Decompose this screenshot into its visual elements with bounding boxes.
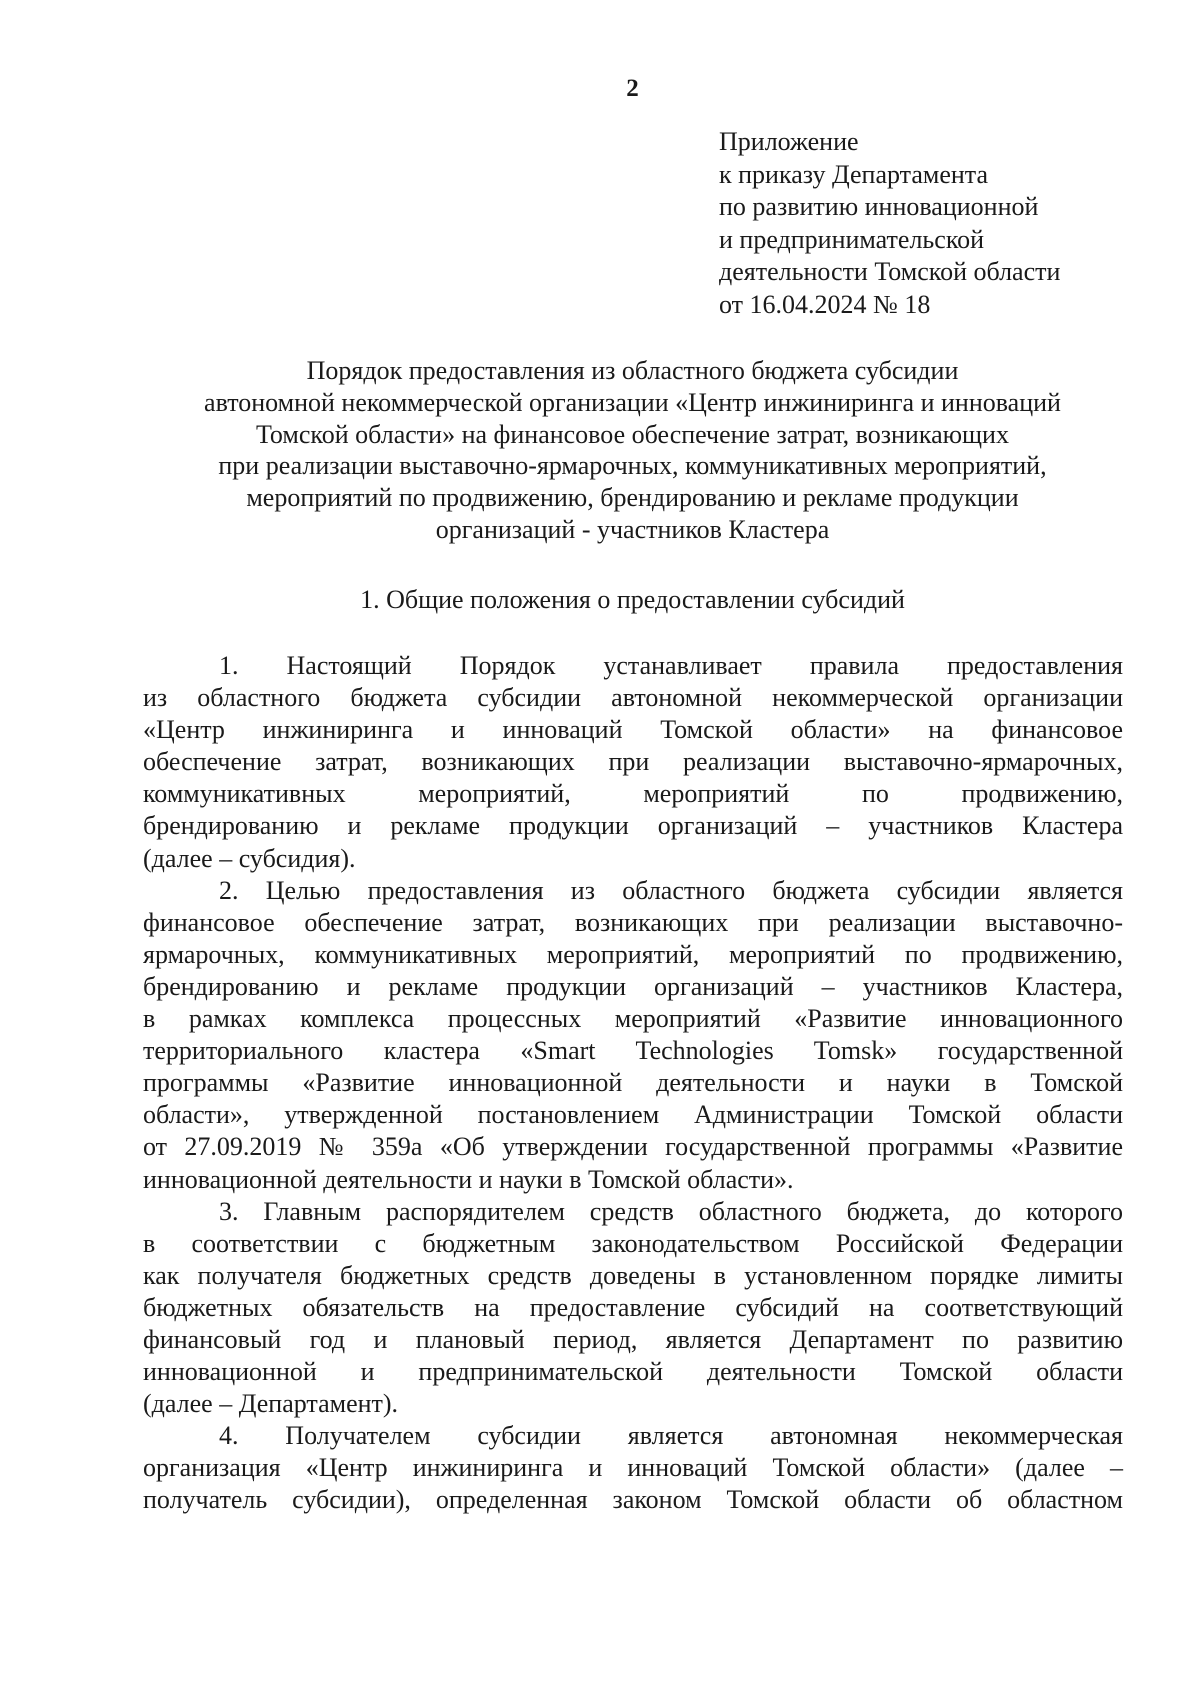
- appendix-line: к приказу Департамента: [719, 159, 989, 189]
- paragraph-1: [143, 650, 1123, 875]
- paragraph-line: получатель субсидии), определенная законом Томской области об областном: [143, 1485, 1123, 1515]
- paragraph-line: (далее – Департамент).: [143, 1389, 399, 1419]
- paragraph-4: [143, 1420, 1123, 1516]
- section-heading: 1. Общие положения о предоставлении субсидий: [360, 585, 905, 614]
- paragraph-line: финансовое обеспечение затрат, возникающих при реализации выставочно-: [143, 907, 1123, 937]
- appendix-line: от 16.04.2024 № 18: [719, 289, 931, 319]
- title-line: автономной некоммерческой организации «Центр инжиниринга и инноваций: [204, 387, 1061, 417]
- title-line: организаций - участников Кластера: [435, 514, 830, 544]
- paragraph-line: программы «Развитие инновационной деятельности и науки в Томской: [143, 1068, 1123, 1098]
- paragraph-line: 4. Получателем субсидии является автономная некоммерческая: [219, 1421, 1123, 1451]
- paragraph-line: 1. Настоящий Порядок устанавливает правила предоставления: [219, 651, 1123, 680]
- title-line: при реализации выставочно-ярмарочных, коммуникативных мероприятий,: [218, 451, 1047, 481]
- paragraph-line: ярмарочных, коммуникативных мероприятий, мероприятий по продвижению,: [143, 939, 1123, 969]
- paragraph-line: в рамках комплекса процессных мероприятий «Развитие инновационного: [143, 1004, 1123, 1034]
- appendix-block: [719, 126, 1189, 321]
- paragraph-line: 2. Целью предоставления из областного бюджета субсидии является: [219, 875, 1123, 905]
- paragraph-line: коммуникативных мероприятий, мероприятий по продвижению,: [143, 779, 1123, 809]
- paragraph-line: территориального кластера «Smart Technologies Tomsk» государственной: [143, 1036, 1123, 1066]
- appendix-line: и предпринимательской: [719, 224, 985, 254]
- document-title: [130, 355, 1135, 546]
- paragraph-line: инновационной и предпринимательской деятельности Томской области: [143, 1357, 1123, 1387]
- title-line: Томской области» на финансовое обеспечение затрат, возникающих: [256, 419, 1009, 449]
- paragraph-line: как получателя бюджетных средств доведены в установленном порядке лимиты: [143, 1260, 1123, 1290]
- paragraph-line: из областного бюджета субсидии автономной некоммерческой организации: [143, 683, 1123, 713]
- body-text: [143, 650, 1123, 1517]
- paragraph-3: [143, 1196, 1123, 1421]
- paragraph-line: «Центр инжиниринга и инноваций Томской области» на финансовое: [143, 715, 1123, 745]
- paragraph-line: (далее – субсидия).: [143, 843, 356, 873]
- paragraph-line: организация «Центр инжиниринга и инноваций Томской области» (далее –: [143, 1453, 1123, 1483]
- page-number: 2: [626, 75, 639, 102]
- paragraph-line: обеспечение затрат, возникающих при реализации выставочно-ярмарочных,: [143, 747, 1123, 777]
- paragraph-line: брендированию и рекламе продукции организаций – участников Кластера,: [143, 971, 1123, 1001]
- paragraph-line: в соответствии с бюджетным законодательством Российской Федерации: [143, 1228, 1123, 1258]
- appendix-line: по развитию инновационной: [719, 192, 1039, 221]
- title-line: Порядок предоставления из областного бюджета субсидии: [306, 356, 959, 385]
- paragraph-line: брендированию и рекламе продукции организаций – участников Кластера: [143, 811, 1123, 841]
- appendix-line: деятельности Томской области: [719, 257, 1061, 286]
- paragraph-line: финансовый год и плановый период, является Департамент по развитию: [143, 1324, 1123, 1354]
- paragraph-line: 3. Главным распорядителем средств областного бюджета, до которого: [219, 1196, 1123, 1226]
- paragraph-line: от 27.09.2019 № 359а «Об утверждении государственной программы «Развитие: [143, 1132, 1123, 1162]
- appendix-line: Приложение: [719, 127, 859, 156]
- title-line: мероприятий по продвижению, брендированию и рекламе продукции: [246, 483, 1019, 513]
- paragraph-line: инновационной деятельности и науки в Томской области».: [143, 1164, 794, 1194]
- paragraph-line: бюджетных обязательств на предоставление субсидий на соответствующий: [143, 1292, 1123, 1322]
- paragraph-line: области», утвержденной постановлением Администрации Томской области: [143, 1100, 1123, 1130]
- paragraph-2: [143, 875, 1123, 1196]
